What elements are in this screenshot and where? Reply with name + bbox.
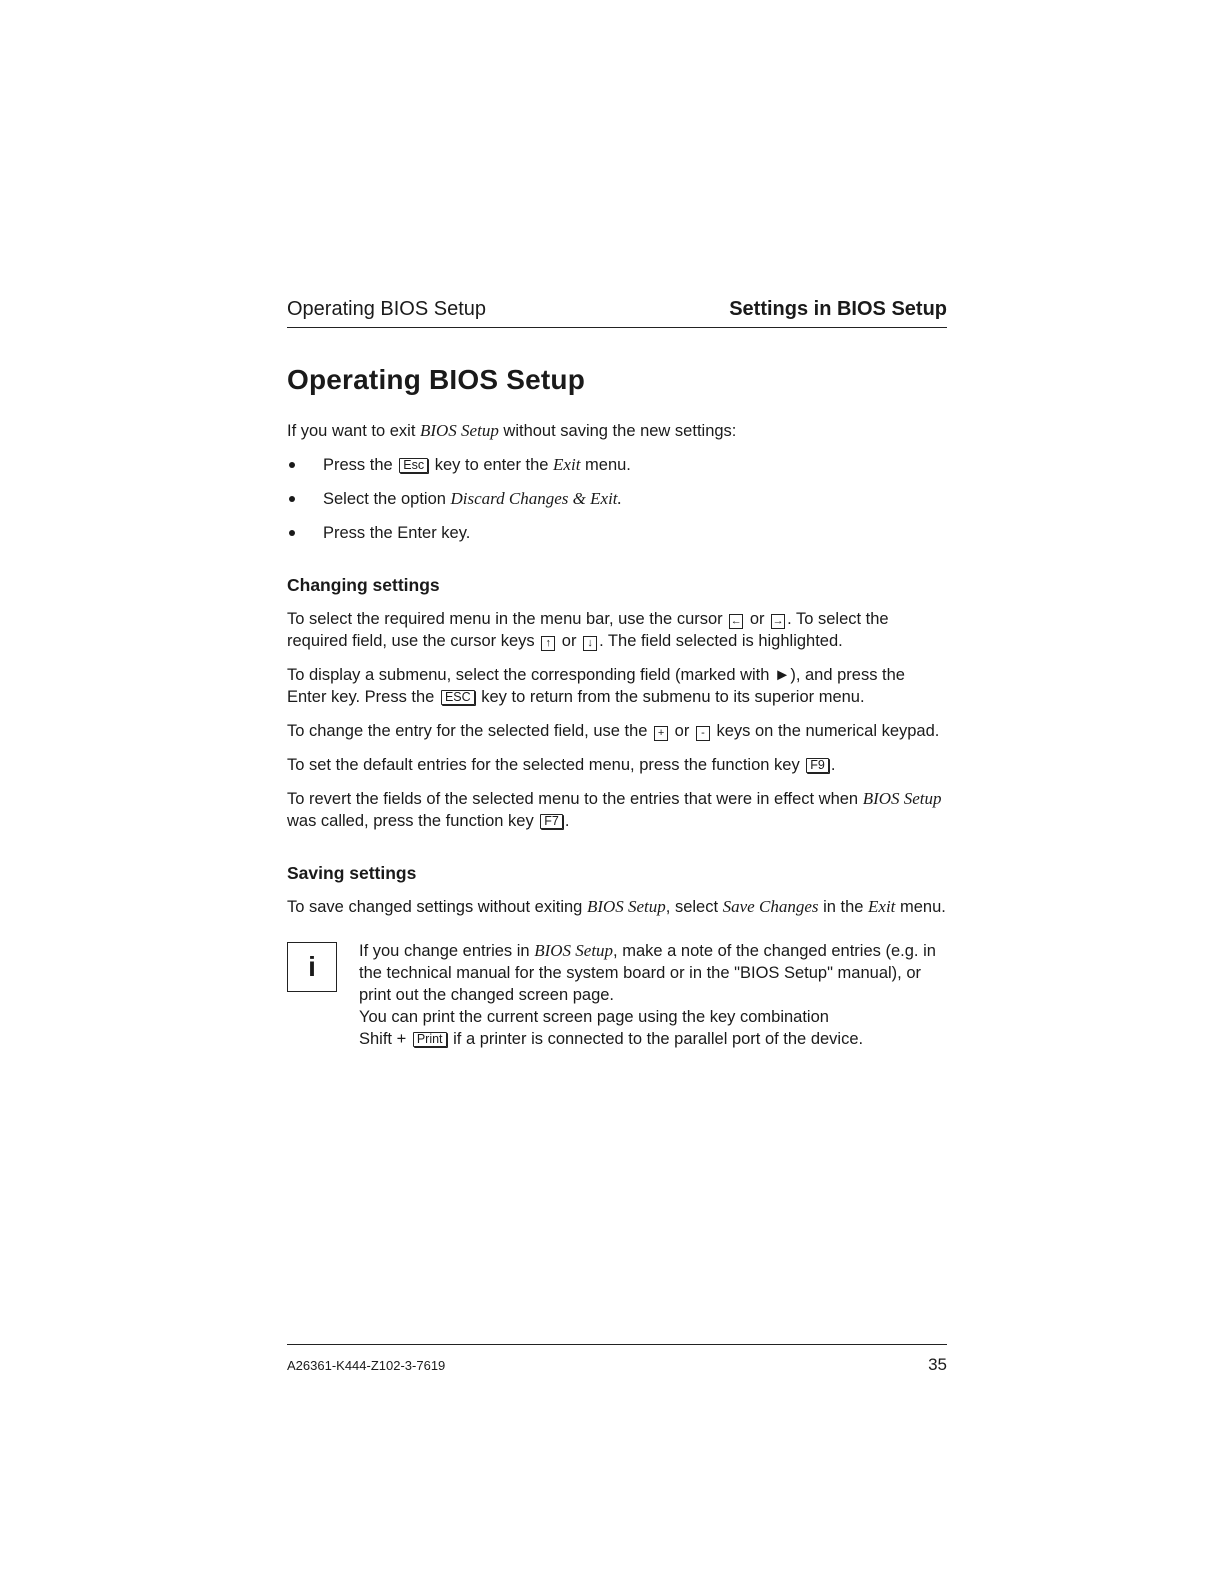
- paragraph: [287, 664, 947, 708]
- text: menu.: [580, 456, 631, 474]
- text: , select: [665, 898, 723, 916]
- text: If you change entries in: [359, 942, 535, 960]
- header-chapter-title: Settings in BIOS Setup: [729, 298, 947, 320]
- page-body: [287, 420, 947, 1050]
- list-item: [287, 522, 947, 544]
- text: or: [745, 610, 770, 628]
- paragraph: [287, 608, 947, 652]
- saving-settings-heading: Saving settings: [287, 863, 417, 883]
- text-italic: Exit: [553, 455, 581, 474]
- document-code: A26361-K444-Z102-3-7619: [287, 1358, 446, 1373]
- changing-settings-heading: Changing settings: [287, 575, 440, 595]
- text: To save changed settings without exiting: [287, 898, 587, 916]
- text: . To select the required field, use the cursor keys: [287, 610, 889, 650]
- list-item: [287, 488, 947, 510]
- paragraph: [287, 788, 947, 832]
- page-footer: [287, 1344, 947, 1375]
- arrow-up-key-icon: ↑: [541, 636, 555, 651]
- list-item: [287, 454, 947, 476]
- text: keys on the numerical keypad.: [711, 722, 940, 740]
- page-title: Operating BIOS Setup: [287, 364, 586, 395]
- note-line: [359, 940, 947, 1006]
- esc-key-icon: Esc: [399, 458, 428, 473]
- text: key to enter the: [430, 456, 554, 474]
- header-section-title: Operating BIOS Setup: [287, 298, 487, 320]
- running-header: [287, 298, 947, 328]
- text: If you want to exit: [287, 422, 420, 440]
- text: Press the: [323, 456, 398, 474]
- arrow-left-key-icon: ←: [730, 615, 742, 627]
- text: in the: [818, 898, 869, 916]
- text: or: [557, 632, 582, 650]
- note-line: You can print the current screen page using the key combination: [359, 1008, 829, 1026]
- info-note-text: [359, 940, 947, 1050]
- exit-steps-list: [287, 454, 947, 544]
- text: without saving the new settings:: [498, 422, 737, 440]
- paragraph: [287, 754, 947, 776]
- text-italic: Discard Changes & Exit.: [450, 489, 622, 508]
- paragraph: [287, 720, 947, 742]
- text: .: [830, 756, 836, 774]
- page-number: 35: [928, 1355, 947, 1374]
- text: To select the required menu in the menu bar, use the cursor: [287, 610, 728, 628]
- intro-paragraph: [287, 420, 947, 442]
- text: To revert the fields of the selected menu to the entries that were in effect when: [287, 790, 863, 808]
- text-italic: BIOS Setup: [534, 941, 614, 960]
- note-line: [359, 1028, 947, 1050]
- text: key to return from the submenu to its superior menu.: [476, 688, 865, 706]
- info-icon: i: [287, 942, 337, 992]
- esc-key-icon: ESC: [441, 690, 475, 705]
- text: or: [670, 722, 694, 740]
- text: was called, press the function key: [287, 812, 539, 830]
- text: , make a note of the changed entries (e.g. in the technical manual for the system board or in the "BIOS Setup" manual), or print out the changed screen page.: [359, 942, 936, 1004]
- text-italic: BIOS Setup: [586, 897, 666, 916]
- arrow-down-key-icon: ↓: [583, 636, 597, 651]
- document-page: [287, 0, 947, 1584]
- text: Press the Enter key.: [323, 524, 471, 542]
- plus-key-icon: +: [654, 726, 668, 741]
- text-italic: Exit: [868, 897, 896, 916]
- text-italic: Save Changes: [722, 897, 819, 916]
- text: To display a submenu, select the corresponding field (marked with ►), and press the Enter key. Press the: [287, 666, 905, 706]
- text: Shift +: [359, 1030, 411, 1048]
- text-italic: BIOS Setup: [419, 421, 499, 440]
- f7-key-icon: F7: [540, 814, 563, 829]
- text: .: [564, 812, 570, 830]
- arrow-right-key-icon: →: [772, 615, 784, 627]
- text: menu.: [895, 898, 946, 916]
- minus-key-icon: -: [696, 726, 710, 741]
- text: if a printer is connected to the parallel port of the device.: [448, 1030, 864, 1048]
- text: Select the option: [323, 490, 451, 508]
- paragraph: [287, 896, 947, 918]
- f9-key-icon: F9: [806, 758, 829, 773]
- text: To set the default entries for the selected menu, press the function key: [287, 756, 805, 774]
- text-italic: BIOS Setup: [862, 789, 942, 808]
- text: . The field selected is highlighted.: [599, 632, 843, 650]
- print-key-icon: Print: [413, 1032, 447, 1047]
- text: To change the entry for the selected field, use the: [287, 722, 653, 740]
- info-note: [287, 940, 947, 1050]
